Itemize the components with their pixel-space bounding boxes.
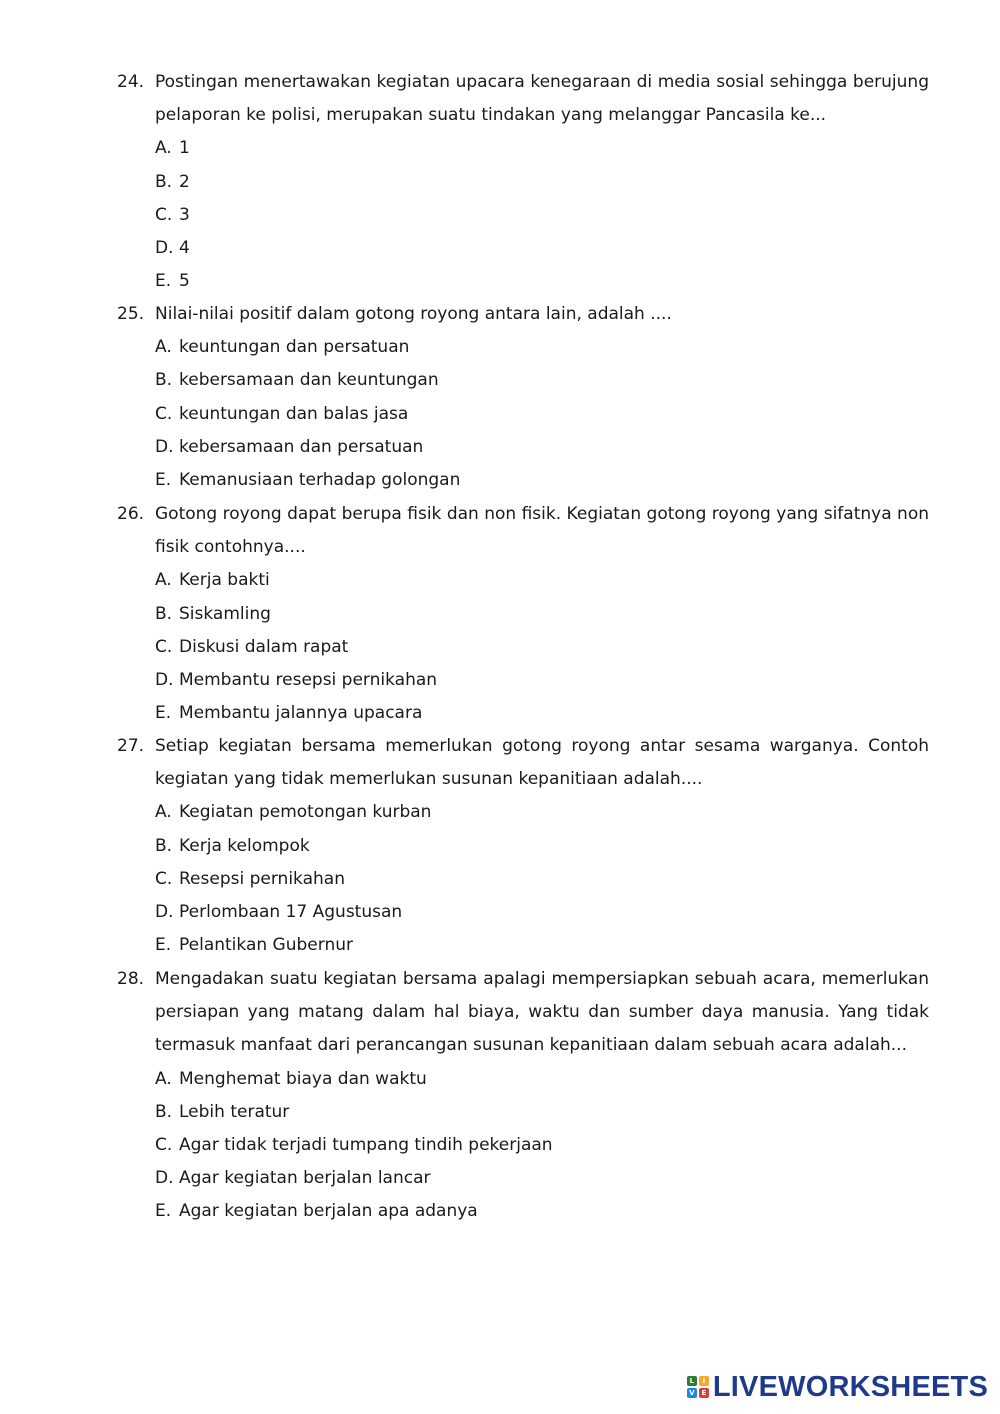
question-26: [117, 498, 929, 730]
option-text: Pelantikan Gubernur: [179, 935, 353, 956]
option-d[interactable]: [155, 431, 929, 464]
option-b[interactable]: [155, 830, 929, 863]
option-e[interactable]: [155, 1195, 929, 1228]
logo-cell: V: [687, 1388, 697, 1398]
option-a[interactable]: [155, 564, 929, 597]
option-a[interactable]: [155, 331, 929, 364]
question-25: [117, 298, 929, 497]
option-b[interactable]: [155, 598, 929, 631]
option-c[interactable]: [155, 398, 929, 431]
option-list: [155, 796, 929, 962]
option-label: A.: [155, 802, 172, 823]
option-text: 2: [179, 171, 190, 192]
option-text: keuntungan dan balas jasa: [179, 403, 409, 424]
option-label: B.: [155, 835, 173, 856]
option-list: [155, 1063, 929, 1229]
option-text: Perlombaan 17 Agustusan: [179, 901, 403, 922]
option-label: A.: [155, 138, 172, 159]
question-text: Setiap kegiatan bersama memerlukan gotong royong antar sesama warganya. Contoh kegiatan yang tidak memerlukan susunan kepanitiaan adalah....: [155, 736, 929, 790]
liveworksheets-logo-icon: [687, 1376, 709, 1398]
option-label: C.: [155, 204, 173, 225]
question-28: [117, 963, 929, 1229]
option-label: D.: [155, 237, 174, 258]
option-c[interactable]: [155, 199, 929, 232]
option-label: D.: [155, 1168, 174, 1189]
option-label: D.: [155, 901, 174, 922]
question-number: 24.: [117, 72, 145, 92]
question-text: Nilai-nilai positif dalam gotong royong antara lain, adalah ....: [155, 304, 672, 324]
option-label: C.: [155, 868, 173, 889]
option-text: 5: [179, 271, 190, 292]
option-text: kebersamaan dan persatuan: [179, 436, 424, 457]
option-label: C.: [155, 1134, 173, 1155]
option-text: 3: [179, 204, 190, 225]
question-24: [117, 66, 929, 298]
option-text: Kegiatan pemotongan kurban: [179, 802, 432, 823]
option-b[interactable]: [155, 1096, 929, 1129]
option-list: [155, 331, 929, 497]
option-label: A.: [155, 570, 172, 591]
option-label: E.: [155, 469, 172, 490]
option-d[interactable]: [155, 1162, 929, 1195]
brand-name: LIVEWORKSHEETS: [712, 1370, 988, 1403]
option-label: B.: [155, 171, 173, 192]
option-label: C.: [155, 403, 173, 424]
option-label: C.: [155, 636, 173, 657]
option-text: Kerja kelompok: [179, 835, 310, 856]
option-label: A.: [155, 337, 172, 358]
option-b[interactable]: [155, 166, 929, 199]
option-b[interactable]: [155, 364, 929, 397]
logo-cell: I: [699, 1376, 709, 1386]
option-text: Resepsi pernikahan: [179, 868, 345, 889]
logo-cell: E: [699, 1388, 709, 1398]
option-label: E.: [155, 1201, 172, 1222]
question-text: Gotong royong dapat berupa fisik dan non fisik. Kegiatan gotong royong yang sifatnya non fisik contohnya....: [155, 504, 929, 558]
logo-cell: L: [687, 1376, 697, 1386]
option-e[interactable]: [155, 929, 929, 962]
option-label: B.: [155, 603, 173, 624]
option-text: Membantu jalannya upacara: [179, 703, 423, 724]
option-label: A.: [155, 1068, 172, 1089]
option-c[interactable]: [155, 1129, 929, 1162]
option-text: Agar kegiatan berjalan apa adanya: [179, 1201, 478, 1222]
option-list: [155, 564, 929, 730]
option-text: Kerja bakti: [179, 570, 270, 591]
liveworksheets-brand[interactable]: [687, 1370, 988, 1403]
option-d[interactable]: [155, 232, 929, 265]
option-list: [155, 132, 929, 298]
option-e[interactable]: [155, 265, 929, 298]
option-e[interactable]: [155, 697, 929, 730]
option-text: kebersamaan dan keuntungan: [179, 370, 439, 391]
option-text: Agar tidak terjadi tumpang tindih pekerjaan: [179, 1134, 553, 1155]
question-text: Mengadakan suatu kegiatan bersama apalagi mempersiapkan sebuah acara, memerlukan persiapan yang matang dalam hal biaya, waktu dan sumber daya manusia. Yang tidak termasuk manfaat dari perancangan susunan kepanitiaan dalam sebuah acara adalah...: [155, 969, 929, 1056]
question-number: 26.: [117, 504, 145, 524]
option-label: E.: [155, 703, 172, 724]
option-label: B.: [155, 370, 173, 391]
question-number: 27.: [117, 736, 145, 756]
option-text: Menghemat biaya dan waktu: [179, 1068, 427, 1089]
option-a[interactable]: [155, 796, 929, 829]
option-a[interactable]: [155, 1063, 929, 1096]
option-label: E.: [155, 935, 172, 956]
option-label: D.: [155, 669, 174, 690]
option-c[interactable]: [155, 863, 929, 896]
option-c[interactable]: [155, 631, 929, 664]
option-d[interactable]: [155, 896, 929, 929]
option-text: Siskamling: [179, 603, 271, 624]
option-e[interactable]: [155, 464, 929, 497]
question-27: [117, 730, 929, 962]
option-text: keuntungan dan persatuan: [179, 337, 410, 358]
option-label: E.: [155, 271, 172, 292]
option-text: 4: [179, 237, 190, 258]
option-text: Agar kegiatan berjalan lancar: [179, 1168, 431, 1189]
question-number: 28.: [117, 969, 145, 989]
question-text: Postingan menertawakan kegiatan upacara kenegaraan di media sosial sehingga berujung pelaporan ke polisi, merupakan suatu tindakan yang melanggar Pancasila ke...: [155, 72, 929, 126]
option-text: Diskusi dalam rapat: [179, 636, 349, 657]
option-text: Kemanusiaan terhadap golongan: [179, 469, 461, 490]
option-label: D.: [155, 436, 174, 457]
option-d[interactable]: [155, 664, 929, 697]
question-number: 25.: [117, 304, 145, 324]
option-text: 1: [179, 138, 190, 159]
option-text: Membantu resepsi pernikahan: [179, 669, 438, 690]
option-text: Lebih teratur: [179, 1101, 290, 1122]
option-label: B.: [155, 1101, 173, 1122]
option-a[interactable]: [155, 132, 929, 165]
